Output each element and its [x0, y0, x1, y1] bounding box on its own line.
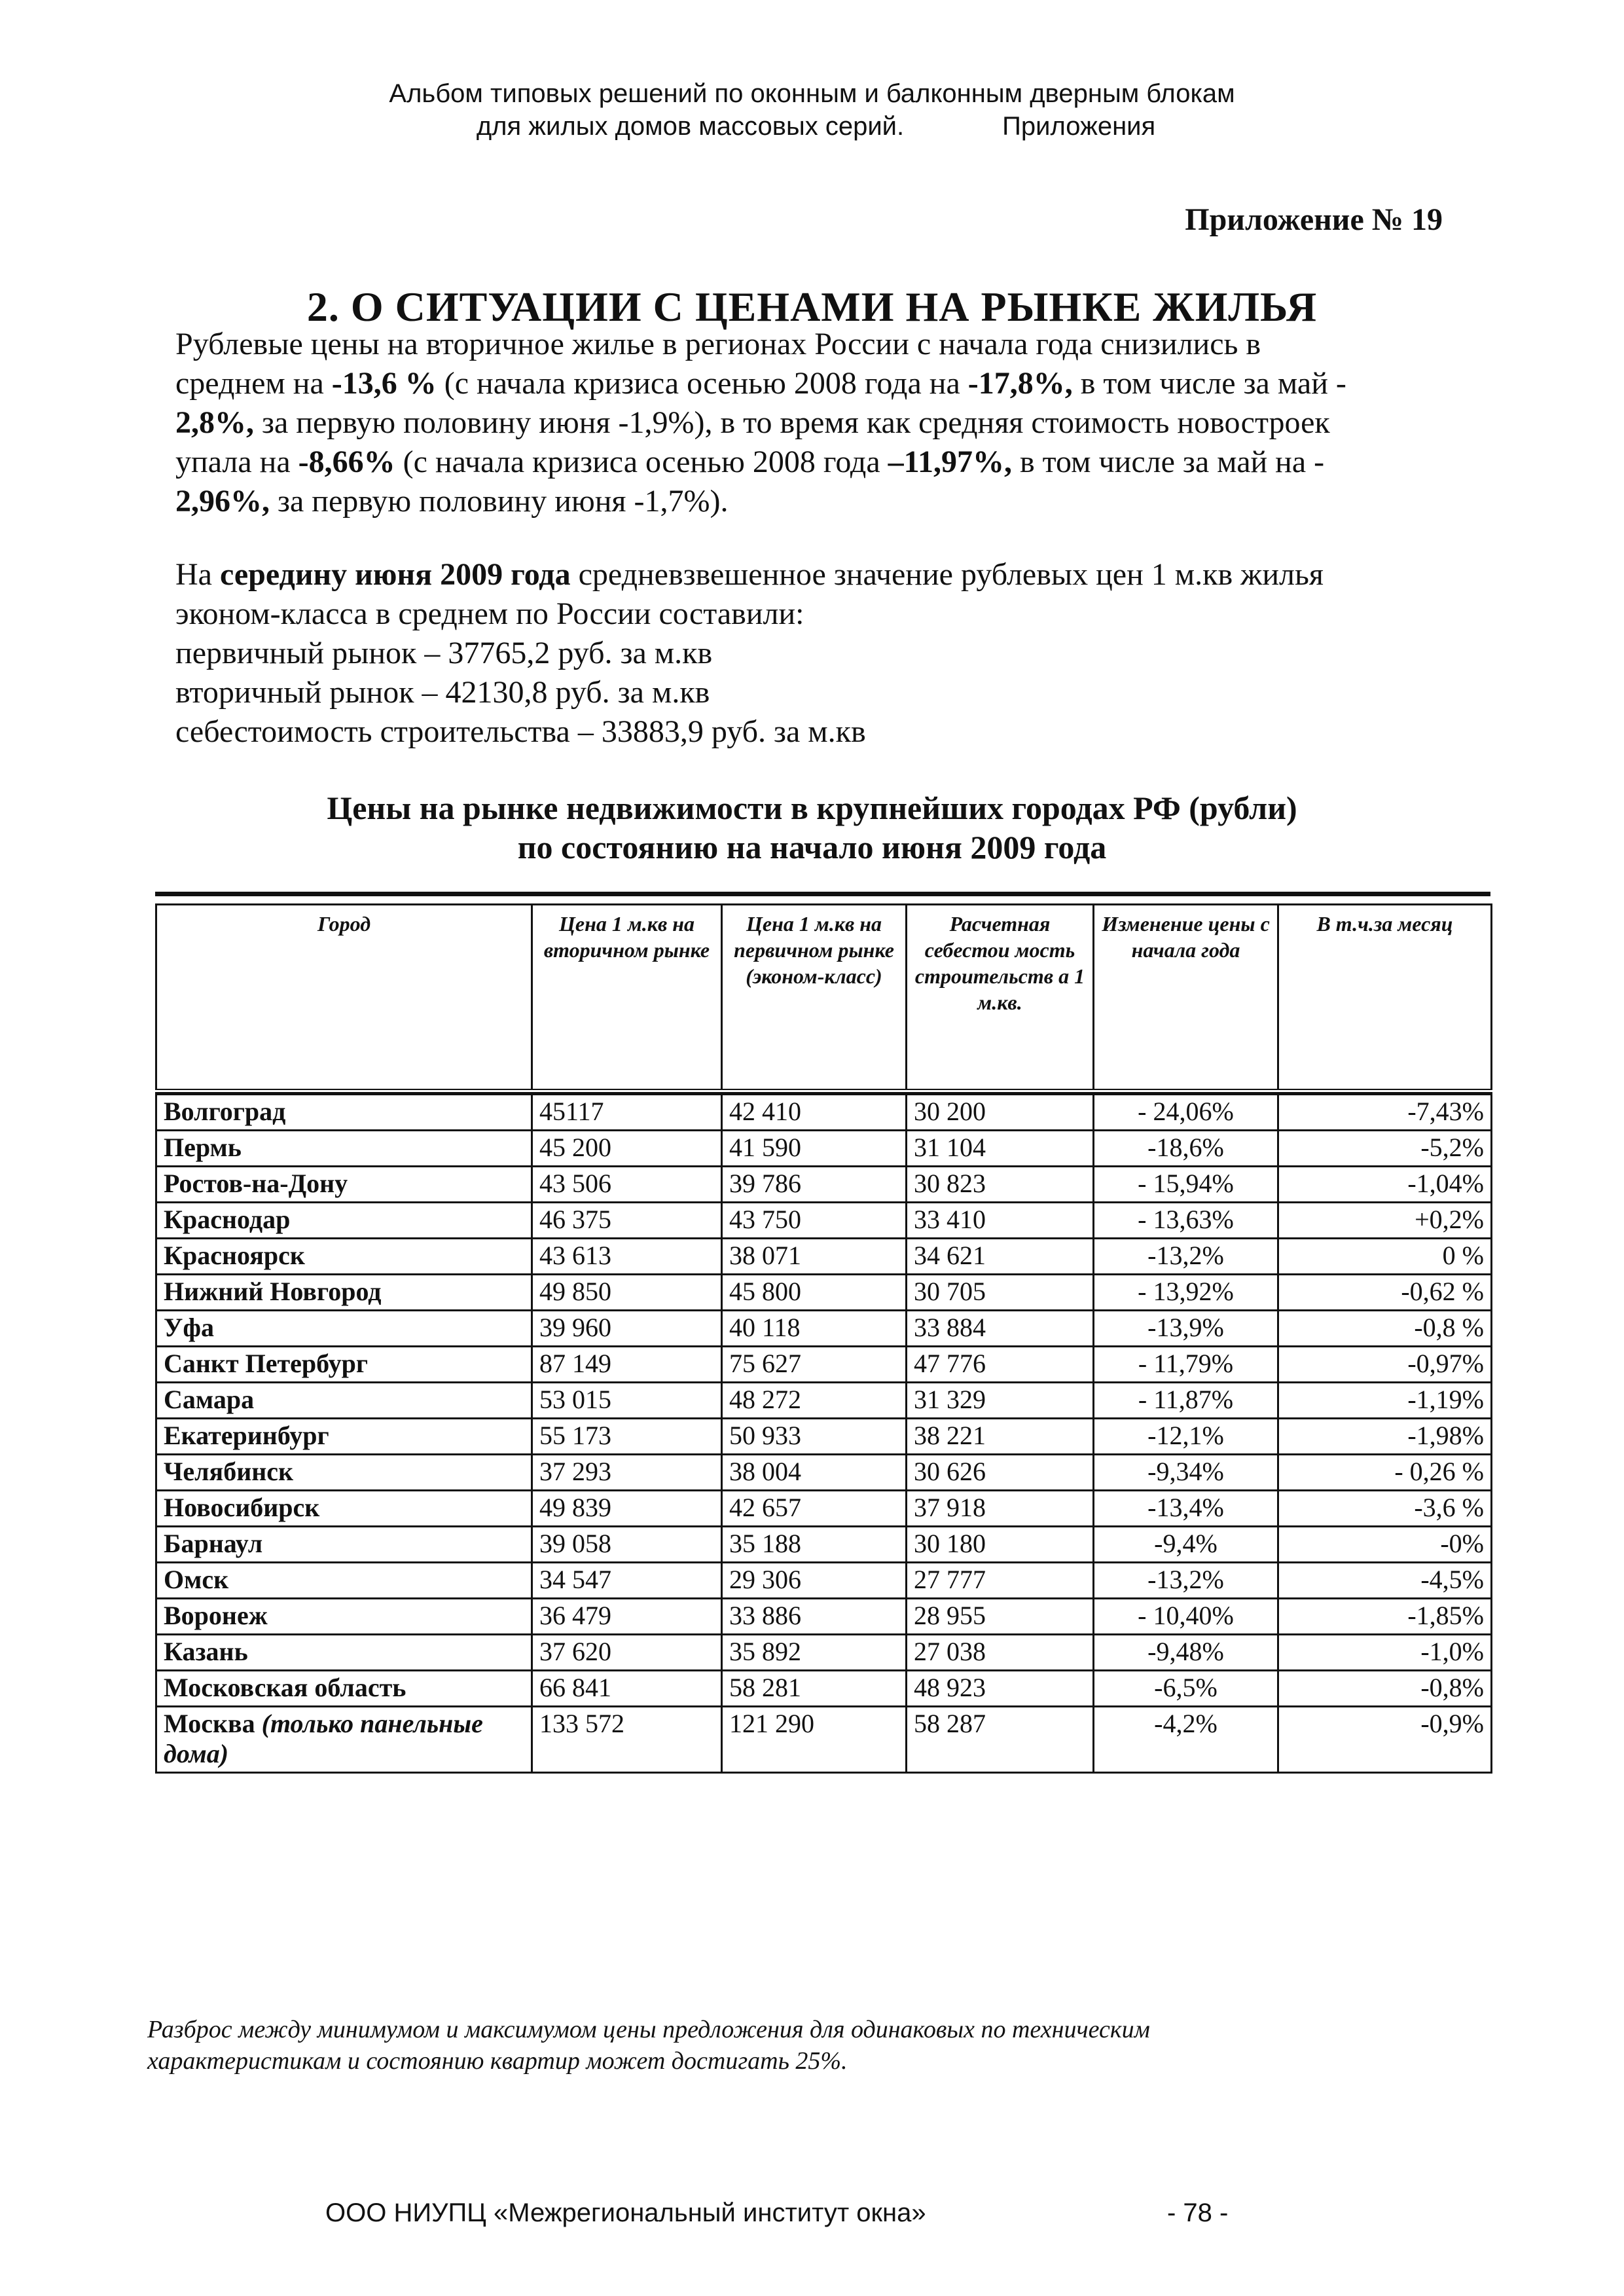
city-cell — [156, 1707, 532, 1773]
footnote-line-1: Разброс между минимумом и максимумом цены предложения для одинаковых по техническим — [147, 2016, 1150, 2043]
month-cell: -5,2% — [1278, 1131, 1492, 1167]
secondary-price-cell: 43 506 — [532, 1167, 722, 1203]
cost-cell: 38 221 — [907, 1419, 1094, 1455]
primary-price-cell: 41 590 — [722, 1131, 907, 1167]
price-table — [155, 903, 1492, 1774]
secondary-price-cell: 37 620 — [532, 1635, 722, 1671]
city-note: (только панельные дома) — [164, 1709, 483, 1768]
change-cell: - 24,06% — [1094, 1095, 1278, 1131]
secondary-market-price: вторичный рынок – 42130,8 руб. за м.кв — [175, 675, 710, 710]
city-cell: Пермь — [156, 1131, 532, 1167]
primary-price-cell: 58 281 — [722, 1671, 907, 1707]
month-cell: -1,98% — [1278, 1419, 1492, 1455]
change-cell: - 15,94% — [1094, 1167, 1278, 1203]
change-cell: -9,4% — [1094, 1527, 1278, 1563]
table-row — [156, 1347, 1492, 1383]
column-header-cost: Расчетная себестои мость строительств а 1 м.кв. — [907, 905, 1094, 1091]
secondary-price-cell: 133 572 — [532, 1707, 722, 1773]
cost-cell: 30 626 — [907, 1455, 1094, 1491]
cost-cell: 33 410 — [907, 1203, 1094, 1239]
paragraph-line: На середину июня 2009 года средневзвешенное значение рублевых цен 1 м.кв жилья — [175, 557, 1324, 592]
change-cell: - 13,63% — [1094, 1203, 1278, 1239]
page-number: - 78 - — [1167, 2198, 1229, 2227]
month-cell: +0,2% — [1278, 1203, 1492, 1239]
change-cell: -6,5% — [1094, 1671, 1278, 1707]
footer-organization: ООО НИУПЦ «Межрегиональный институт окна» — [325, 2198, 926, 2227]
secondary-price-cell: 66 841 — [532, 1671, 722, 1707]
secondary-price-cell: 36 479 — [532, 1599, 722, 1635]
table-row — [156, 1203, 1492, 1239]
secondary-price-cell: 55 173 — [532, 1419, 722, 1455]
month-cell: -1,04% — [1278, 1167, 1492, 1203]
city-cell: Самара — [156, 1383, 532, 1419]
table-row — [156, 1455, 1492, 1491]
change-cell: -18,6% — [1094, 1131, 1278, 1167]
table-row — [156, 1527, 1492, 1563]
table-caption-line-1: Цены на рынке недвижимости в крупнейших городах РФ (рубли) — [327, 790, 1297, 826]
change-cell: -4,2% — [1094, 1707, 1278, 1773]
city-cell: Казань — [156, 1635, 532, 1671]
secondary-price-cell: 37 293 — [532, 1455, 722, 1491]
primary-price-cell: 45 800 — [722, 1275, 907, 1311]
month-cell: -1,19% — [1278, 1383, 1492, 1419]
secondary-price-cell: 39 058 — [532, 1527, 722, 1563]
change-cell: -13,2% — [1094, 1563, 1278, 1599]
month-cell: -0,8% — [1278, 1671, 1492, 1707]
cost-cell: 28 955 — [907, 1599, 1094, 1635]
primary-price-cell: 38 004 — [722, 1455, 907, 1491]
table-row — [156, 1095, 1492, 1131]
cost-cell: 31 329 — [907, 1383, 1094, 1419]
paragraph-line: среднем на -13,6 % (с начала кризиса осенью 2008 года на -17,8%, в том числе за май - — [175, 366, 1346, 401]
cost-cell: 48 923 — [907, 1671, 1094, 1707]
column-header-change: Изменение цены с начала года — [1094, 905, 1278, 1091]
table-row — [156, 1383, 1492, 1419]
change-cell: - 13,92% — [1094, 1275, 1278, 1311]
primary-price-cell: 38 071 — [722, 1239, 907, 1275]
primary-price-cell: 42 410 — [722, 1095, 907, 1131]
paragraph-line: Рублевые цены на вторичное жилье в регионах России с начала года снизились в — [175, 327, 1261, 361]
secondary-price-cell: 43 613 — [532, 1239, 722, 1275]
secondary-price-cell: 49 839 — [532, 1491, 722, 1527]
primary-price-cell: 50 933 — [722, 1419, 907, 1455]
primary-price-cell: 40 118 — [722, 1311, 907, 1347]
month-cell: -1,85% — [1278, 1599, 1492, 1635]
city-cell: Краснодар — [156, 1203, 532, 1239]
column-header-primary: Цена 1 м.кв на первичном рынке (эконом-класс) — [722, 905, 907, 1091]
table-row — [156, 1131, 1492, 1167]
secondary-price-cell: 46 375 — [532, 1203, 722, 1239]
primary-price-cell: 35 892 — [722, 1635, 907, 1671]
footnote-line-2: характеристикам и состоянию квартир может достигать 25%. — [147, 2047, 848, 2075]
city-cell: Екатеринбург — [156, 1419, 532, 1455]
month-cell: -3,6 % — [1278, 1491, 1492, 1527]
primary-price-cell: 121 290 — [722, 1707, 907, 1773]
table-caption — [0, 788, 1624, 867]
secondary-price-cell: 53 015 — [532, 1383, 722, 1419]
table-row — [156, 1563, 1492, 1599]
cost-cell: 30 705 — [907, 1275, 1094, 1311]
paragraph-price-decline — [175, 325, 1458, 521]
header-line-1: Альбом типовых решений по оконным и балконным дверным блокам — [389, 79, 1235, 108]
header-appendices: Приложения — [1002, 112, 1156, 141]
month-cell: -0,62 % — [1278, 1275, 1492, 1311]
city-cell: Омск — [156, 1563, 532, 1599]
table-caption-line-2: по состоянию на начало июня 2009 года — [517, 829, 1107, 866]
column-header-city: Город — [156, 905, 532, 1091]
running-header — [0, 77, 1624, 143]
primary-price-cell: 29 306 — [722, 1563, 907, 1599]
cost-cell: 30 180 — [907, 1527, 1094, 1563]
cost-cell: 27 777 — [907, 1563, 1094, 1599]
change-cell: -9,48% — [1094, 1635, 1278, 1671]
column-header-secondary: Цена 1 м.кв на вторичном рынке — [532, 905, 722, 1091]
change-cell: -9,34% — [1094, 1455, 1278, 1491]
month-cell: -0,9% — [1278, 1707, 1492, 1773]
city-cell: Уфа — [156, 1311, 532, 1347]
cost-cell: 30 200 — [907, 1095, 1094, 1131]
table-row — [156, 1311, 1492, 1347]
cost-cell: 30 823 — [907, 1167, 1094, 1203]
month-cell: -1,0% — [1278, 1635, 1492, 1671]
month-cell: - 0,26 % — [1278, 1455, 1492, 1491]
appendix-label: Приложение № 19 — [1185, 202, 1443, 237]
table-row — [156, 1491, 1492, 1527]
secondary-price-cell: 39 960 — [532, 1311, 722, 1347]
cost-cell: 37 918 — [907, 1491, 1094, 1527]
city-cell: Московская область — [156, 1671, 532, 1707]
table-row — [156, 1167, 1492, 1203]
city-cell: Барнаул — [156, 1527, 532, 1563]
city-cell: Новосибирск — [156, 1491, 532, 1527]
primary-price-cell: 42 657 — [722, 1491, 907, 1527]
table-row — [156, 1275, 1492, 1311]
change-cell: -12,1% — [1094, 1419, 1278, 1455]
change-cell: - 11,79% — [1094, 1347, 1278, 1383]
header-series: для жилых домов массовых серий. — [476, 112, 905, 141]
city-cell: Волгоград — [156, 1095, 532, 1131]
month-cell: -0% — [1278, 1527, 1492, 1563]
secondary-price-cell: 87 149 — [532, 1347, 722, 1383]
cost-cell: 31 104 — [907, 1131, 1094, 1167]
change-cell: -13,4% — [1094, 1491, 1278, 1527]
primary-price-cell: 39 786 — [722, 1167, 907, 1203]
city-name: Москва — [164, 1709, 255, 1738]
paragraph-average-prices — [175, 555, 1458, 752]
secondary-price-cell: 34 547 — [532, 1563, 722, 1599]
table-top-rule — [155, 892, 1490, 896]
primary-price-cell: 33 886 — [722, 1599, 907, 1635]
cost-cell: 58 287 — [907, 1707, 1094, 1773]
table-row — [156, 1239, 1492, 1275]
table-row — [156, 1599, 1492, 1635]
table-header-row — [156, 905, 1492, 1091]
table-body — [156, 1091, 1492, 1773]
secondary-price-cell: 45117 — [532, 1095, 722, 1131]
paragraph-line: эконом-класса в среднем по России составили: — [175, 596, 804, 631]
month-cell: -0,8 % — [1278, 1311, 1492, 1347]
table-footnote — [147, 2014, 1150, 2077]
paragraph-line: упала на -8,66% (с начала кризиса осенью 2008 года –11,97%, в том числе за май на - — [175, 445, 1325, 479]
change-cell: -13,2% — [1094, 1239, 1278, 1275]
table-row — [156, 1671, 1492, 1707]
table-row — [156, 1419, 1492, 1455]
city-cell: Красноярск — [156, 1239, 532, 1275]
month-cell: -7,43% — [1278, 1095, 1492, 1131]
change-cell: - 10,40% — [1094, 1599, 1278, 1635]
secondary-price-cell: 49 850 — [532, 1275, 722, 1311]
month-cell: 0 % — [1278, 1239, 1492, 1275]
cost-cell: 33 884 — [907, 1311, 1094, 1347]
change-cell: - 11,87% — [1094, 1383, 1278, 1419]
city-cell: Воронеж — [156, 1599, 532, 1635]
cost-cell: 27 038 — [907, 1635, 1094, 1671]
month-cell: -0,97% — [1278, 1347, 1492, 1383]
primary-price-cell: 35 188 — [722, 1527, 907, 1563]
section-title: 2. О СИТУАЦИИ С ЦЕНАМИ НА РЫНКЕ ЖИЛЬЯ — [306, 283, 1318, 330]
primary-price-cell: 48 272 — [722, 1383, 907, 1419]
city-cell: Ростов-на-Дону — [156, 1167, 532, 1203]
month-cell: -4,5% — [1278, 1563, 1492, 1599]
table-row — [156, 1707, 1492, 1773]
paragraph-line: 2,96%, за первую половину июня -1,7%). — [175, 484, 729, 519]
cost-cell: 34 621 — [907, 1239, 1094, 1275]
header-line-2 — [4, 110, 1624, 143]
construction-cost: себестоимость строительства – 33883,9 руб. за м.кв — [175, 714, 866, 749]
primary-market-price: первичный рынок – 37765,2 руб. за м.кв — [175, 636, 713, 670]
primary-price-cell: 43 750 — [722, 1203, 907, 1239]
city-cell: Челябинск — [156, 1455, 532, 1491]
column-header-month: В т.ч.за месяц — [1278, 905, 1492, 1091]
city-cell: Нижний Новгород — [156, 1275, 532, 1311]
city-cell: Санкт Петербург — [156, 1347, 532, 1383]
change-cell: -13,9% — [1094, 1311, 1278, 1347]
cost-cell: 47 776 — [907, 1347, 1094, 1383]
primary-price-cell: 75 627 — [722, 1347, 907, 1383]
table-row — [156, 1635, 1492, 1671]
paragraph-line: 2,8%, за первую половину июня -1,9%), в то время как средняя стоимость новостроек — [175, 405, 1330, 440]
secondary-price-cell: 45 200 — [532, 1131, 722, 1167]
